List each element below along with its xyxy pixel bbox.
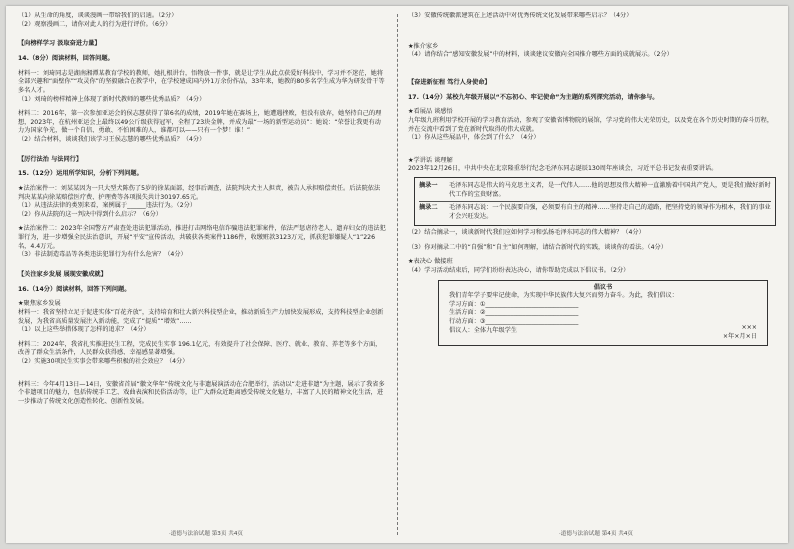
- question-13-part2: （2）观察漫画二，请你对此人的行为进行评价。（6分）: [18, 20, 172, 28]
- speech-excerpt-box: [414, 177, 776, 226]
- question-16-material-3: 材料三：今年4月13日—14日，安徽省首届“徽文华年”传统文化与非遗展演活动在合肥举行，活动以“走进非遗”为主题，展示了我省多个非遗项目的魅力，包括传统手工艺、戏曲表演和民俗活动等，让广大群众近距离感受传统文化魅力，丰富了人民的精神文化生活，进一步推动了传统文化创造性转化、创新性发展。: [18, 380, 385, 405]
- question-16-subheading-2: ★推介家乡: [408, 42, 439, 50]
- question-16-subquestion-4: （4）请你结合“感知安徽发展”中的材料，谈谈建议安徽向全国推介哪些方面的成就展示。（2分）: [408, 51, 673, 59]
- section-heading-hometown: 【关注家乡发展 展现安徽成就】: [18, 270, 107, 278]
- question-13-part1: （1）从生命的角度，谈谈漫画一带给我们的启迪。（2分）: [18, 12, 178, 19]
- exam-sheet: [6, 6, 788, 543]
- section-heading-mission: 【奋进新征程 笃行人身使命】: [408, 78, 491, 86]
- question-14-subquestion-1: （1）刘琦的榜样精神上体现了新时代教师的哪些优秀品质？（4分）: [18, 95, 206, 103]
- question-15-subquestion-2: （2）你从法院的这一判决中得到什么启示？（6分）: [18, 210, 162, 218]
- question-17-subheading-1: ★看展品 谈感悟: [408, 108, 453, 116]
- section-heading-role-models: 【向榜样学习 汲取奋进力量】: [18, 40, 101, 48]
- section-heading-rule-of-law: 【厉行法治 与法同行】: [18, 155, 83, 163]
- question-15-case-1: ★法治案件一：刘某某因为一只大型犬陈伤了5岁的徐某面部，经事后调查，法院判决犬主人担责，被告人承担赔偿责任。后法院依法判决某某向徐某赔偿医疗费、护理费等各项损失共计30197.65元。: [18, 185, 381, 201]
- question-17-subheading-2: ★学讲话 谈理解: [408, 156, 453, 164]
- right-column: [408, 12, 776, 521]
- question-16-material-1: 材料一：我省坚持立足于促进实体“百花齐放”，支持培育和壮大新兴科技型企业，推动新质生产力加快发展形成，支持科技型企业创新发展，为我省高质量发展注入新动能，完成了“提质”“增效”……: [18, 308, 384, 325]
- excerpt-row-1: [419, 180, 771, 202]
- excerpt-2-text: 毛泽东同志说：一个民族要自强，必须要有自主的精神……坚持走自己的道路，把坚持党的领导作为根本，我们的事业才会兴旺发达。: [449, 204, 771, 220]
- question-16-stem: 16.（14分）阅读材料，回答下列问题。: [18, 285, 131, 293]
- footer-page-3: ·道德与法治试题 第3页 共4页: [169, 531, 243, 537]
- question-16-material-2: 材料二：2024年，我省扎实推进民生工程，完成民生实事 196.1亿元，有效提升了社会保障、医疗、就业、教育、养老等多个方面，改善了群众生活条件，人民群众获得感、幸福感显著增强。: [18, 340, 382, 357]
- page-divider: [397, 14, 398, 535]
- excerpt-row-2: [419, 202, 771, 223]
- question-14-subquestion-2: （2）结合材料，谈谈我们该学习王侯志慧的哪些优秀品质？（4分）: [18, 135, 206, 143]
- question-15-case-2: ★法治案件二：2023年全国警方严肃查处违法犯罪活动，推进打击网络电信诈骗违法犯罪案件，依法严惩虐待老人、遗弃妇女的违法犯罪行为，进一步增强全民法治意识，开展“平安”宣传活动，共破获各类案件1186件，收缴赃款3123万元，抓获犯罪嫌疑人“1”226名，4.4万元。: [18, 225, 386, 250]
- question-17-subheading-3: ★表决心 做接班: [408, 258, 453, 266]
- question-15-subquestion-3: （3）非法制造毒品等各类违法犯罪行为有什么危害？（4分）: [18, 251, 187, 259]
- proposal-signer: ×××: [741, 324, 757, 332]
- proposal-signature: [723, 324, 757, 341]
- proposal-line: 生活方面：②______________________________: [449, 309, 579, 317]
- question-17-subquestion-4: （4）学习活动结束后，同学们纷纷表达决心，请你帮助完成以下倡议书。（2分）: [408, 267, 630, 275]
- question-17-stem: 17.（14分）某校九年级开展以“不忘初心、牢记使命”为主题的系列探究活动，请你参与。: [408, 93, 659, 101]
- proposal-title: 倡议书: [593, 283, 613, 291]
- question-16-subquestion-1: （1）以上这些举措体现了怎样的追求？（4分）: [18, 326, 150, 334]
- proposal-line: 倡议人：全体九年级学生: [449, 326, 518, 334]
- proposal-date: ×年×月×日: [722, 333, 757, 341]
- question-16-subquestion-2: （2）实施30项民生实事会带来哪些积极的社会效应？（4分）: [18, 357, 189, 365]
- proposal-line: 学习方面：①______________________________: [449, 300, 579, 308]
- question-14-material-2: 材料二：2016年，第一次参加亚运会的侯志慧获得了第6名的成绩，2019年她在赛场上，她遭遇挫败，但没有放弃，她坚持自己的理想，2023年，在杭州亚运会上最终以49公斤级获得冠军，全程了23块金牌，并成为最“一场的新型运动员”：她说：“荣誉让我更有动力为国家争光，做一个自信、勇敢、不怕困难的人，谁都可以——只有一个梦！谁！”: [18, 110, 382, 135]
- excerpt-1-text: 毛泽东同志是伟大的马克思主义者，是一代伟人……他的思想及伟大精神一直激励着中国共产党人，更是我们做好新时代工作的宝贵财富。: [449, 181, 771, 198]
- proposal-line: 我们青年学子要牢记使命，为实现中华民族伟大复兴而努力奋斗。为此，我们倡议：: [449, 292, 678, 300]
- question-15-stem: 15.（12分）运用所学知识，分析下列问题。: [18, 170, 143, 178]
- question-17-material-1: 九年级九班利用学校开展的学习教育活动，参观了安徽省博物院的展馆，学习党的伟大光荣历史，以及党在各个历史时期的奋斗历程，并在交流中看到了党在新时代取得的伟大成就。: [408, 116, 774, 133]
- question-14-material-1: 材料一：刘琦同志是湖南湘潭某教育学校的教师，她扎根讲台，悟物放一件事，就是让学生从此点获爱好科技中，学习并不迷茫，她将全部兴趣和“面壁你”“攻灵你”的坚毅融合在教学中，在学校建成国内外1万余份作品，33年来，她教的80多名学生成为华为研发骨干等多名人才。: [18, 69, 385, 94]
- question-17-subquestion-2: （2）结合摘录一，谈谈新时代我们应如何学习和弘扬毛泽东同志的伟大精神？（4分）: [408, 229, 645, 237]
- excerpt-1-tag: 摘录一: [419, 181, 438, 189]
- question-16-subheading: ★聚焦家乡发展: [18, 300, 61, 308]
- left-column: [18, 12, 386, 521]
- question-14-stem: 14.（8分）阅读材料，回答问题。: [18, 54, 114, 62]
- proposal-box: [438, 280, 768, 346]
- question-17-subquestion-3: （3）你对摘录二中的“自强”和“自主”如何理解，请结合新时代的实践，谈谈你的看法。（4分）: [408, 243, 667, 251]
- proposal-line: 行动方面：③______________________________: [449, 318, 579, 326]
- question-16-subquestion-3: （3）安徽传统徽派建筑在上述活动中对优秀传统文化发展带来哪些启示？（4分）: [408, 12, 633, 19]
- question-15-subquestion-1: （1）从违法法律的类别来看，案例属于______违法行为。（2分）: [18, 202, 197, 210]
- question-17-material-2: 2023年12月26日，中共中央在北京隆重举行纪念毛泽东同志诞辰130周年座谈会，习近平总书记发表重要讲话。: [408, 165, 718, 173]
- excerpt-2-tag: 摘录二: [419, 204, 438, 212]
- footer-page-4: ·道德与法治试题 第4页 共4页: [559, 531, 633, 537]
- question-17-subquestion-1: （1）你从这些展品中，体会到了什么？（4分）: [408, 134, 540, 142]
